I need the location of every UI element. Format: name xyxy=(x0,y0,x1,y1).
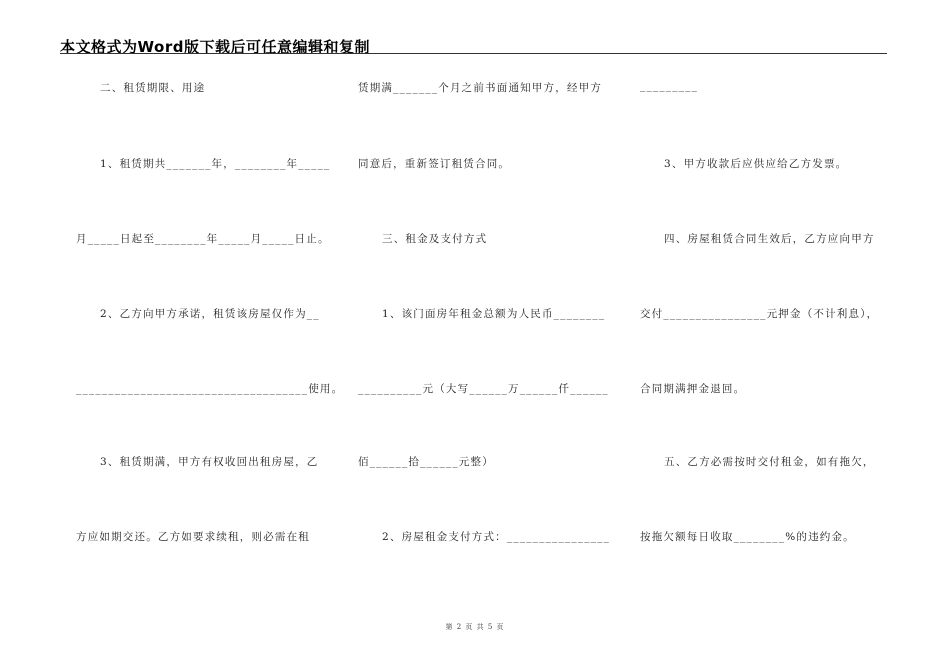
header-divider xyxy=(60,53,887,54)
text-line: 1、租赁期共_______年，________年_____ xyxy=(100,158,331,170)
text-line: __________元（大写______万______仟______ xyxy=(358,383,609,395)
text-line: _________ xyxy=(640,80,699,92)
text-line: 1、该门面房年租金总额为人民币________ xyxy=(382,308,606,320)
text-line: 月_____日起至________年_____月_____日止。 xyxy=(76,233,330,245)
text-line: 同意后，重新签订租赁合同。 xyxy=(358,158,511,170)
section-heading-rent-payment: 三、租金及支付方式 xyxy=(382,233,488,245)
text-line: 3、甲方收款后应供应给乙方发票。 xyxy=(664,158,848,170)
text-line: 赁期满_______个月之前书面通知甲方，经甲方 xyxy=(358,82,603,94)
text-line: 合同期满押金退回。 xyxy=(640,383,746,395)
text-line: 按拖欠额每日收取________%的违约金。 xyxy=(640,531,855,543)
section-heading-lease-term: 二、租赁期限、用途 xyxy=(100,82,206,94)
text-line: 3、租赁期满，甲方有权收回出租房屋，乙 xyxy=(100,456,319,468)
text-line: 方应如期交还。乙方如要求续租，则必需在租 xyxy=(76,531,310,543)
text-line: ____________________________________使用。 xyxy=(76,383,344,395)
text-line: 2、房屋租金支付方式：________________ xyxy=(382,531,611,543)
text-line: 2、乙方向甲方承诺，租赁该房屋仅作为__ xyxy=(100,308,320,320)
section-heading-late-payment: 五、乙方必需按时交付租金，如有拖欠， xyxy=(664,456,875,468)
text-line: 交付________________元押金（不计利息）， xyxy=(640,308,879,320)
text-line: 佰______拾______元整） xyxy=(358,456,494,468)
page-indicator: 第 2 页 共 5 页 xyxy=(445,623,505,631)
section-heading-deposit: 四、房屋租赁合同生效后，乙方应向甲方 xyxy=(664,233,875,245)
document-header-title: 本文格式为Word版下载后可任意编辑和复制 xyxy=(60,38,370,56)
